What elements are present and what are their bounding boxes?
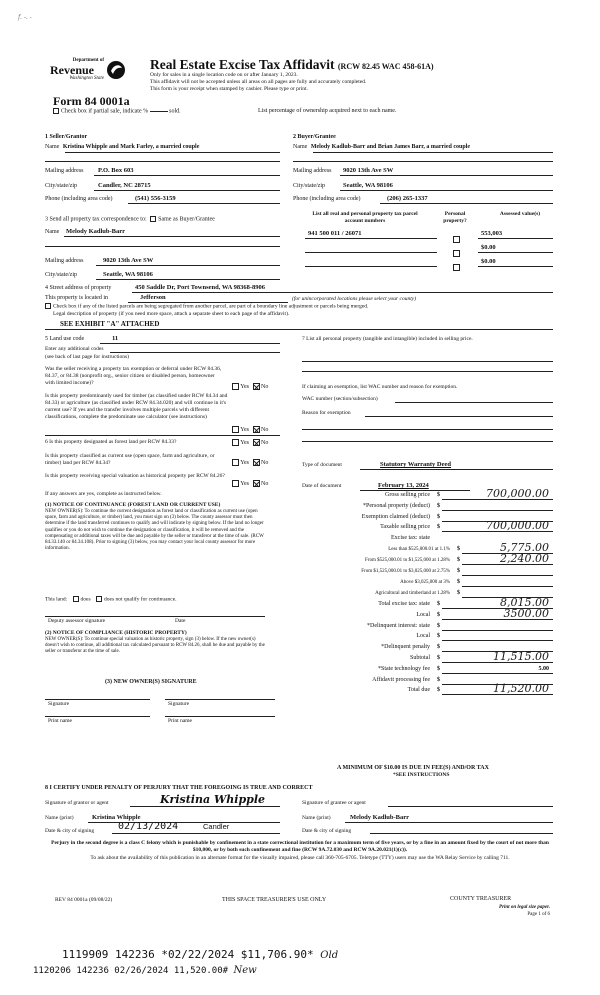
tax-row-label: *Delinquent penalty [381, 644, 430, 651]
tax-row-label: Total due [407, 687, 430, 694]
list-percentage-note: List percentage of ownership acquired next to each name. [258, 108, 397, 114]
assessed-value-col-header: Assessed value(s) [499, 211, 541, 217]
treasurer-use-only: THIS SPACE TREASURER'S USE ONLY [222, 897, 327, 903]
correspondence-city-label: City/state/zip [45, 272, 77, 278]
does-not-label: does not qualify for continuance. [104, 596, 177, 603]
timber-question: Is this property predominantly used for timber (as classified under RCW 84.34 and 84.33) or agriculture (as classified under RCW 84.34.020) and will continue in it's current use? If yes and the transfer involves multiple parcels with different classifications, complete the predominate use calculator (see instructions) [45, 393, 228, 420]
grantor-name-label: Name (print) [45, 815, 74, 821]
tax-row-dollar: $ [457, 590, 460, 596]
same-as-buyer-checkbox[interactable] [150, 216, 156, 222]
assessed-value-3[interactable]: $0.00 [481, 258, 496, 265]
partial-sold-label: sold. [169, 108, 181, 115]
tax-row-dollar: $ [457, 579, 460, 585]
buyer-city-value[interactable]: Seattle, WA 98106 [343, 182, 393, 189]
historic-yes-checkbox[interactable] [232, 480, 239, 487]
legal-paper-note: Print on legal size paper. [499, 905, 550, 910]
tax-row-dollar: $ [437, 601, 440, 607]
yes-label: Yes [240, 439, 250, 446]
tax-row-label: Total excise tax: state [378, 601, 430, 607]
form-note-1: Only for sales in a single location code on or after January 1, 2023. [150, 72, 298, 78]
tax-row-value[interactable]: 11,520.00 [493, 682, 549, 696]
tax-row-value[interactable]: 2,240.00 [500, 552, 549, 565]
dor-emblem-icon [106, 60, 126, 80]
exemption-question: Was the seller receiving a property tax exemption or deferral under RCW 84.36, 84.37, or 84.38 (nonprofit org., senior citizen or disabled person, homeowner with limited income)? [45, 366, 222, 386]
accessibility-notice: To ask about the availability of this publication in an alternate format for the visually impaired, please call 360-705-6705. Teletype (TTY) users may use the WA Relay Service by calling 711. [90, 855, 510, 861]
seller-mailing-value[interactable]: P.O. Box 603 [98, 167, 134, 174]
tax-row-dollar: $ [437, 655, 440, 661]
yes-label: Yes [240, 383, 250, 390]
receipt-stamp-old [62, 948, 338, 961]
forest-yes-no [232, 439, 268, 447]
parcel-col-header: List all real and personal property tax parcel account numbers [312, 211, 418, 224]
property-street-value[interactable]: 450 Saddle Dr, Port Townsend, WA 98368-8906 [135, 284, 266, 291]
property-county-value[interactable]: Jefferson [140, 294, 166, 301]
tax-row-label: Gross selling price [385, 492, 430, 498]
logo-line3: Washington State [69, 76, 104, 81]
see-back-label: (see back of last page for instructions) [45, 354, 129, 360]
yes-label: Yes [240, 459, 250, 466]
tax-row-dollar: $ [437, 611, 440, 618]
this-land-label: This land: [45, 596, 68, 603]
yes-label: Yes [240, 426, 250, 433]
seller-city-label: City/state/zip [45, 183, 77, 189]
correspondence-name-value[interactable]: Melody Kadlub-Barr [66, 228, 126, 235]
current-use-question: Is this property classified as current use (open space, farm and agriculture, or timber) land per RCW 84.34? [45, 453, 215, 466]
does-qualify-checkbox[interactable] [73, 596, 79, 602]
buyer-phone-label: Phone (including area code) [293, 196, 361, 202]
segregated-row [45, 303, 368, 310]
seller-name-label: Name [45, 144, 60, 150]
timber-yes-checkbox[interactable] [232, 426, 239, 433]
tax-row-dollar: $ [437, 502, 440, 509]
exemption-yes-checkbox[interactable] [232, 383, 239, 390]
tax-row-label: *Personal property (deduct) [363, 502, 430, 509]
grantor-name-value[interactable]: Kristina Whipple [92, 814, 141, 821]
buyer-name-row [293, 144, 470, 151]
seller-city-value[interactable]: Candler, NC 28715 [98, 182, 151, 189]
receipt-stamp-new [33, 965, 257, 976]
buyer-mailing-label: Mailing address [293, 168, 332, 174]
personal-property-heading: 7 List all personal property (tangible and intangible) included in selling price. [302, 336, 473, 342]
segregated-checkbox[interactable] [45, 303, 51, 309]
tax-row-dollar: $ [437, 492, 440, 498]
document-date-value[interactable]: February 13, 2024 [378, 482, 429, 489]
no-label: No [261, 480, 269, 487]
notice-compliance-title: (2) NOTICE OF COMPLIANCE (HISTORIC PROPERTY) [45, 630, 187, 636]
tax-row-label: Agricultural and timberland at 1.28% [375, 591, 450, 596]
tax-row-label: Subtotal [409, 655, 430, 661]
historic-no-checkbox[interactable] [253, 480, 260, 487]
no-label: No [261, 439, 269, 446]
assessed-value-1[interactable]: 553,003 [481, 230, 503, 237]
buyer-name-label: Name [293, 144, 308, 150]
seller-phone-label: Phone (including area code) [45, 196, 113, 202]
notice-continuance-body: NEW OWNER(S): To continue the current designation as forest land or classification as current use (open space, farm and agriculture, or timber) land, you must sign on (3) below. The county assessor must then determine if the land transferred continues to qualify and will indicate by signing below. If the land no longer qualifies or you do not wish to continue the designation or classification, it will be removed and the compensating or additional taxes will be due and payable by the seller or transferor at the time of sale. (RCW 84.33.140 or 84.34.108). Prior to signing (3) below, you may contact your local county assessor for more information. [45, 509, 264, 552]
minimum-fee-note: A MINIMUM OF $10.00 IS DUE IN FEE(S) AND/OR TAX [337, 765, 489, 771]
buyer-name-value[interactable]: Melody Kadlub-Barr and Brian James Barr, a married couple [310, 144, 470, 150]
parcel-number-1[interactable]: 941 500 011 / 26071 [308, 230, 362, 237]
county-treasurer-label: COUNTY TREASURER [450, 896, 512, 902]
partial-sale-checkbox[interactable] [53, 108, 59, 114]
grantor-date-value[interactable]: 02/13/2024 [118, 821, 179, 832]
exemption-yes-no [232, 383, 268, 391]
form-citation: (RCW 82.45 WAC 458-61A) [337, 62, 434, 71]
personal-property-col-header: Personal property? [443, 211, 467, 224]
top-scribble: f. -. - [18, 14, 32, 21]
legal-description-label: Legal description of property (if you need more space, attach a separate sheet to each page of the affidavit). [53, 311, 290, 317]
form-note-2: This affidavit will not be accepted unless all areas on all pages are fully and accurately completed. [150, 79, 367, 85]
same-as-buyer-label: Same as Buyer/Grantee [158, 216, 215, 223]
no-label: No [261, 459, 269, 466]
tax-row-dollar: $ [437, 524, 440, 531]
tax-row-label: Affidavit processing fee [372, 676, 430, 683]
tax-row-value[interactable]: 3500.00 [503, 606, 549, 620]
form-number: Form 84 0001a [53, 94, 130, 108]
timber-no-checkbox[interactable] [253, 426, 260, 433]
tax-row-value[interactable]: 5,775.00 [500, 541, 549, 554]
stamp-new-text: 1120206 142236 02/26/2024 11,520.00# [33, 966, 229, 976]
certify-heading: 8 I CERTIFY UNDER PENALTY OF PERJURY THAT THE FOREGOING IS TRUE AND CORRECT [45, 785, 313, 791]
personal-property-checkbox-3[interactable] [453, 258, 460, 276]
legal-description-value[interactable]: SEE EXHIBIT "A" ATTACHED [60, 320, 160, 328]
correspondence-mailing-label: Mailing address [45, 258, 84, 264]
tax-row-dollar: $ [437, 644, 440, 651]
forest-land-question: 6 Is this property designated as forest land per RCW 84.33? [45, 439, 177, 445]
this-land-row [45, 596, 177, 603]
tax-row-dollar: $ [457, 546, 460, 552]
buyer-city-label: City/state/zip [293, 183, 325, 189]
correspondence-name-label: Name [45, 229, 60, 235]
wac-number-label: WAC number (section/subsection) [302, 396, 378, 402]
tax-row-label: Above $3,025,000 at 3% [400, 580, 450, 585]
document-type-value[interactable]: Statutory Warranty Deed [380, 461, 452, 468]
additional-codes-label: Enter any additional codes [45, 346, 104, 352]
document-type-label: Type of document [302, 462, 342, 468]
seller-heading: 1 Seller/Grantor [45, 134, 88, 140]
logo-line2: Revenue [50, 63, 94, 77]
tax-row-label: *Delinquent interest: state [367, 622, 430, 629]
grantee-signature-label: Signature of grantee or agent [302, 800, 366, 806]
seller-name-row [45, 144, 199, 151]
assessed-value-2[interactable]: $0.00 [481, 244, 496, 251]
tax-row-value[interactable]: 8,015.00 [500, 596, 549, 609]
tax-row-label: From $1,525,000.01 to $3,025,000 at 2.75% [361, 569, 450, 574]
notice-continuance-title: (1) NOTICE OF CONTINUANCE (FOREST LAND OR CURRENT USE) [45, 502, 221, 508]
no-label: No [261, 383, 269, 390]
grantor-date-city-label: Date & city of signing [45, 828, 95, 834]
does-label: does [80, 596, 91, 603]
forest-yes-checkbox[interactable] [232, 439, 239, 446]
property-county-note: (for unincorporated locations please select your county) [292, 296, 417, 302]
new-owner-signature-heading: (3) NEW OWNER(S) SIGNATURE [105, 679, 197, 685]
form-title [150, 57, 434, 73]
tax-row-label: *State technology fee [378, 665, 430, 672]
page-number: Page 1 of 6 [527, 912, 550, 917]
new-owner-signature-label-2: Signature [168, 701, 190, 707]
correspondence-heading: 3 Send all property tax correspondence to: [45, 216, 147, 223]
timber-yes-no [232, 426, 268, 434]
does-not-qualify-checkbox[interactable] [96, 596, 102, 602]
document-date-label: Date of document [302, 483, 342, 489]
tax-row-value[interactable]: 5.00 [538, 665, 549, 672]
stamp-old-note: Old [320, 950, 339, 961]
tax-row-dollar: $ [437, 665, 440, 672]
seller-name-value[interactable]: Kristina Whipple and Mark Farley, a married couple [62, 144, 200, 150]
if-yes-instruction: If any answers are yes, complete as instructed below. [45, 491, 162, 497]
historic-yes-no [232, 480, 268, 488]
see-instructions-note: *SEE INSTRUCTIONS [393, 772, 450, 778]
partial-sale [53, 108, 181, 115]
land-use-value[interactable]: 11 [112, 335, 119, 342]
logo-line1: Department of [72, 58, 104, 63]
grantee-date-city-label: Date & city of signing [302, 828, 352, 834]
tax-row-label: Taxable selling price [380, 524, 430, 531]
buyer-heading: 2 Buyer/Grantee [293, 134, 336, 140]
current-use-yes-no [232, 459, 268, 467]
dor-logo [50, 58, 125, 82]
tax-row-dollar: $ [437, 622, 440, 629]
historic-question: Is this property receiving special valuation as historical property per RCW 84.26? [45, 473, 225, 479]
correspondence-city-value[interactable]: Seattle, WA 98106 [103, 271, 153, 278]
notice-compliance-body: NEW OWNER(S): To continue special valuation as historic property, sign (3) below. If the new owner(s) doesn't wish to continue, all additional tax calculated pursuant to RCW 84.26, shall be due and payable by the seller or transferor at the time of sale. [45, 637, 265, 655]
revision-label: REV 84 0001a (09/08/22) [55, 897, 113, 903]
new-owner-signature-label-1: Signature [48, 701, 70, 707]
tax-row-dollar: $ [437, 687, 440, 694]
wac-prompt: If claiming an exemption, list WAC number and reason for exemption. [302, 384, 458, 390]
property-located-label: This property is located in [45, 295, 108, 301]
form-title-text: Real Estate Excise Tax Affidavit [150, 57, 335, 72]
tax-row-value[interactable]: 700,000.00 [486, 487, 549, 500]
grantor-signature-label: Signature of grantor or agent [45, 800, 109, 806]
correspondence-heading-row [45, 216, 215, 223]
grantee-name-label: Name (print) [302, 815, 331, 821]
seller-phone-value[interactable]: (541) 556-3159 [135, 195, 176, 202]
tax-row-label: Less than $525,000.01 at 1.1% [388, 547, 450, 552]
tax-row-dollar: $ [437, 676, 440, 683]
forest-no-checkbox[interactable] [253, 439, 260, 446]
land-use-label: 5 Land use code [45, 336, 85, 342]
yes-label: Yes [240, 480, 250, 487]
stamp-new-note: New [233, 965, 257, 976]
exemption-no-checkbox[interactable] [253, 383, 260, 390]
exemption-reason-label: Reason for exemption [302, 410, 351, 416]
tax-row-value[interactable]: 700,000.00 [486, 519, 549, 533]
correspondence-mailing-value[interactable]: 9020 13th Ave SW [103, 257, 154, 264]
grantee-name-value[interactable]: Melody Kadlub-Barr [350, 814, 410, 821]
perjury-notice: Perjury in the second degree is a class C felony which is punishable by confinement in a state correctional institution for a maximum term of five years, or by a fine in an amount fixed by the court of not more than $10,000, or by both such confinement and fine (RCW 9A.72.030 and RCW 9A.20.021(1)(c)). [51, 840, 549, 853]
tax-row-label: Local [416, 611, 430, 618]
deputy-date-label: Date [175, 618, 186, 624]
tax-row-label: Excise tax: state [391, 535, 430, 542]
grantor-signature[interactable]: Kristina Whipple [160, 793, 266, 806]
tax-row-label: Local [416, 633, 430, 640]
buyer-mailing-value[interactable]: 9020 13th Ave SW [343, 167, 394, 174]
no-label: No [261, 426, 269, 433]
tax-row-label: From $525,000.01 to $1,525,000 at 1.28% [365, 558, 450, 563]
tax-row-label: Exemption claimed (deduct) [361, 513, 430, 520]
deputy-assessor-label: Deputy assessor signature [48, 618, 106, 624]
new-owner-print-label-1: Print name [48, 718, 72, 724]
buyer-phone-value[interactable]: (206) 265-1337 [387, 195, 428, 202]
segregated-label: Check box if any of the listed parcels are being segregated from another parcel, are part of a boundary line adjustment or parcels being merged. [53, 303, 369, 310]
current-use-yes-checkbox[interactable] [232, 459, 239, 466]
tax-row-dollar: $ [437, 513, 440, 520]
stamp-old-text: 1119909 142236 *02/22/2024 $11,706.90* [62, 948, 314, 961]
current-use-no-checkbox[interactable] [253, 459, 260, 466]
new-owner-print-label-2: Print name [168, 718, 192, 724]
seller-mailing-label: Mailing address [45, 168, 84, 174]
tax-row-dollar: $ [457, 568, 460, 574]
form-note-3: This form is your receipt when stamped by cashier. Please type or print. [150, 86, 308, 92]
tax-row-value[interactable]: 11,515.00 [493, 650, 549, 663]
property-street-label: 4 Street address of property [45, 285, 112, 291]
partial-sale-label: Check box if partial sale, indicate % [61, 108, 149, 115]
grantor-city-value[interactable]: Candler [203, 822, 230, 831]
tax-row-dollar: $ [457, 557, 460, 563]
tax-row-dollar: $ [437, 633, 440, 640]
